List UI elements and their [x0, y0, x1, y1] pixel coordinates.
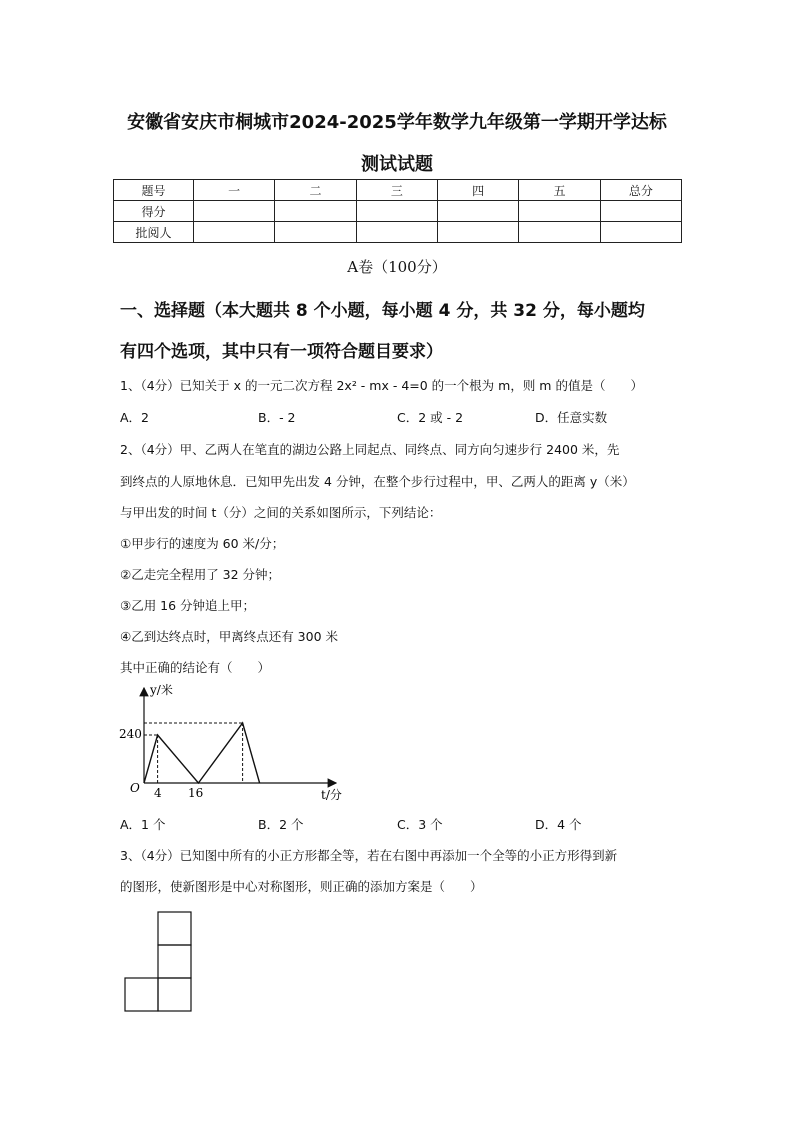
x-tick-label: 16	[188, 786, 204, 800]
score-cell[interactable]	[600, 201, 681, 222]
score-header-cell: 一	[194, 180, 275, 201]
score-cell[interactable]	[194, 201, 275, 222]
question-2-statement-2: ②乙走完全程用了 32 分钟；	[120, 567, 281, 582]
volume-heading: A卷（100分）	[347, 258, 447, 276]
question-1-text: 1、（4分）已知关于 x 的一元二次方程 2x² - mx - 4=0 的一个根为 m，则 m 的值是（ ）	[120, 378, 643, 393]
page-title-line2: 测试试题	[361, 154, 433, 175]
y-axis-label: y/米	[150, 683, 173, 697]
y-tick-label: 240	[119, 727, 142, 741]
section-heading: 一、选择题（本大题共 8 个小题，每小题 4 分，共 32 分，每小题均	[120, 301, 645, 321]
question-2-option-b[interactable]: B．2 个	[258, 817, 304, 832]
question-2-statement-4: ④乙到达终点时，甲离终点还有 300 米	[120, 629, 339, 644]
score-header-cell: 总分	[600, 180, 681, 201]
squares-figure	[122, 910, 194, 1012]
question-2-option-c[interactable]: C．3 个	[397, 817, 443, 832]
question-1-option-b[interactable]: B．- 2	[258, 410, 296, 425]
score-header-cell: 三	[356, 180, 437, 201]
question-1-option-d[interactable]: D．任意实数	[535, 410, 608, 425]
distance-time-graph	[118, 682, 358, 806]
question-2-statement-1: ①甲步行的速度为 60 米/分；	[120, 536, 285, 551]
page-title: 安徽省安庆市桐城市2024-2025学年数学九年级第一学期开学达标	[127, 112, 667, 133]
question-2-ask: 其中正确的结论有（ ）	[120, 660, 271, 675]
score-cell[interactable]	[356, 201, 437, 222]
question-2-option-a[interactable]: A．1 个	[120, 817, 166, 832]
score-cell[interactable]	[519, 201, 600, 222]
question-2-option-d[interactable]: D．4 个	[535, 817, 582, 832]
question-1-option-c[interactable]: C．2 或 - 2	[397, 410, 464, 425]
question-2-text-line3: 与甲出发的时间 t（分）之间的关系如图所示，下列结论：	[120, 505, 442, 520]
score-cell[interactable]	[356, 222, 437, 243]
square-bottom-left	[125, 978, 158, 1011]
question-2-text: 2、（4分）甲、乙两人在笔直的湖边公路上同起点、同终点、同方向匀速步行 2400 米，先	[120, 442, 620, 457]
score-cell[interactable]	[600, 222, 681, 243]
score-header-cell: 四	[437, 180, 518, 201]
score-table-header-row	[114, 180, 682, 201]
score-table	[113, 179, 682, 243]
square-middle	[158, 945, 191, 978]
square-bottom-right	[158, 978, 191, 1011]
score-row-label: 得分	[114, 201, 194, 222]
question-3-text-line2: 的图形，使新图形是中心对称图形，则正确的添加方案是（ ）	[120, 879, 483, 894]
score-header-cell: 题号	[114, 180, 194, 201]
section-heading-line2: 有四个选项，其中只有一项符合题目要求）	[120, 342, 443, 362]
question-2-statement-3: ③乙用 16 分钟追上甲；	[120, 598, 256, 613]
score-cell[interactable]	[275, 222, 356, 243]
question-2-text-line2: 到终点的人原地休息．已知甲先出发 4 分钟，在整个步行过程中，甲、乙两人的距离 y（米）	[120, 474, 635, 489]
score-cell[interactable]	[519, 222, 600, 243]
x-axis-label: t/分	[321, 788, 342, 802]
origin-label: O	[130, 781, 140, 795]
x-tick-label: 4	[154, 786, 162, 800]
score-header-cell: 五	[519, 180, 600, 201]
score-table-row	[114, 222, 682, 243]
score-table-row	[114, 201, 682, 222]
score-row-label: 批阅人	[114, 222, 194, 243]
score-cell[interactable]	[437, 201, 518, 222]
score-header-cell: 二	[275, 180, 356, 201]
question-1-option-a[interactable]: A．2	[120, 410, 150, 425]
score-cell[interactable]	[275, 201, 356, 222]
score-cell[interactable]	[194, 222, 275, 243]
square-top	[158, 912, 191, 945]
question-3-text: 3、（4分）已知图中所有的小正方形都全等，若在右图中再添加一个全等的小正方形得到新	[120, 848, 618, 863]
score-cell[interactable]	[437, 222, 518, 243]
